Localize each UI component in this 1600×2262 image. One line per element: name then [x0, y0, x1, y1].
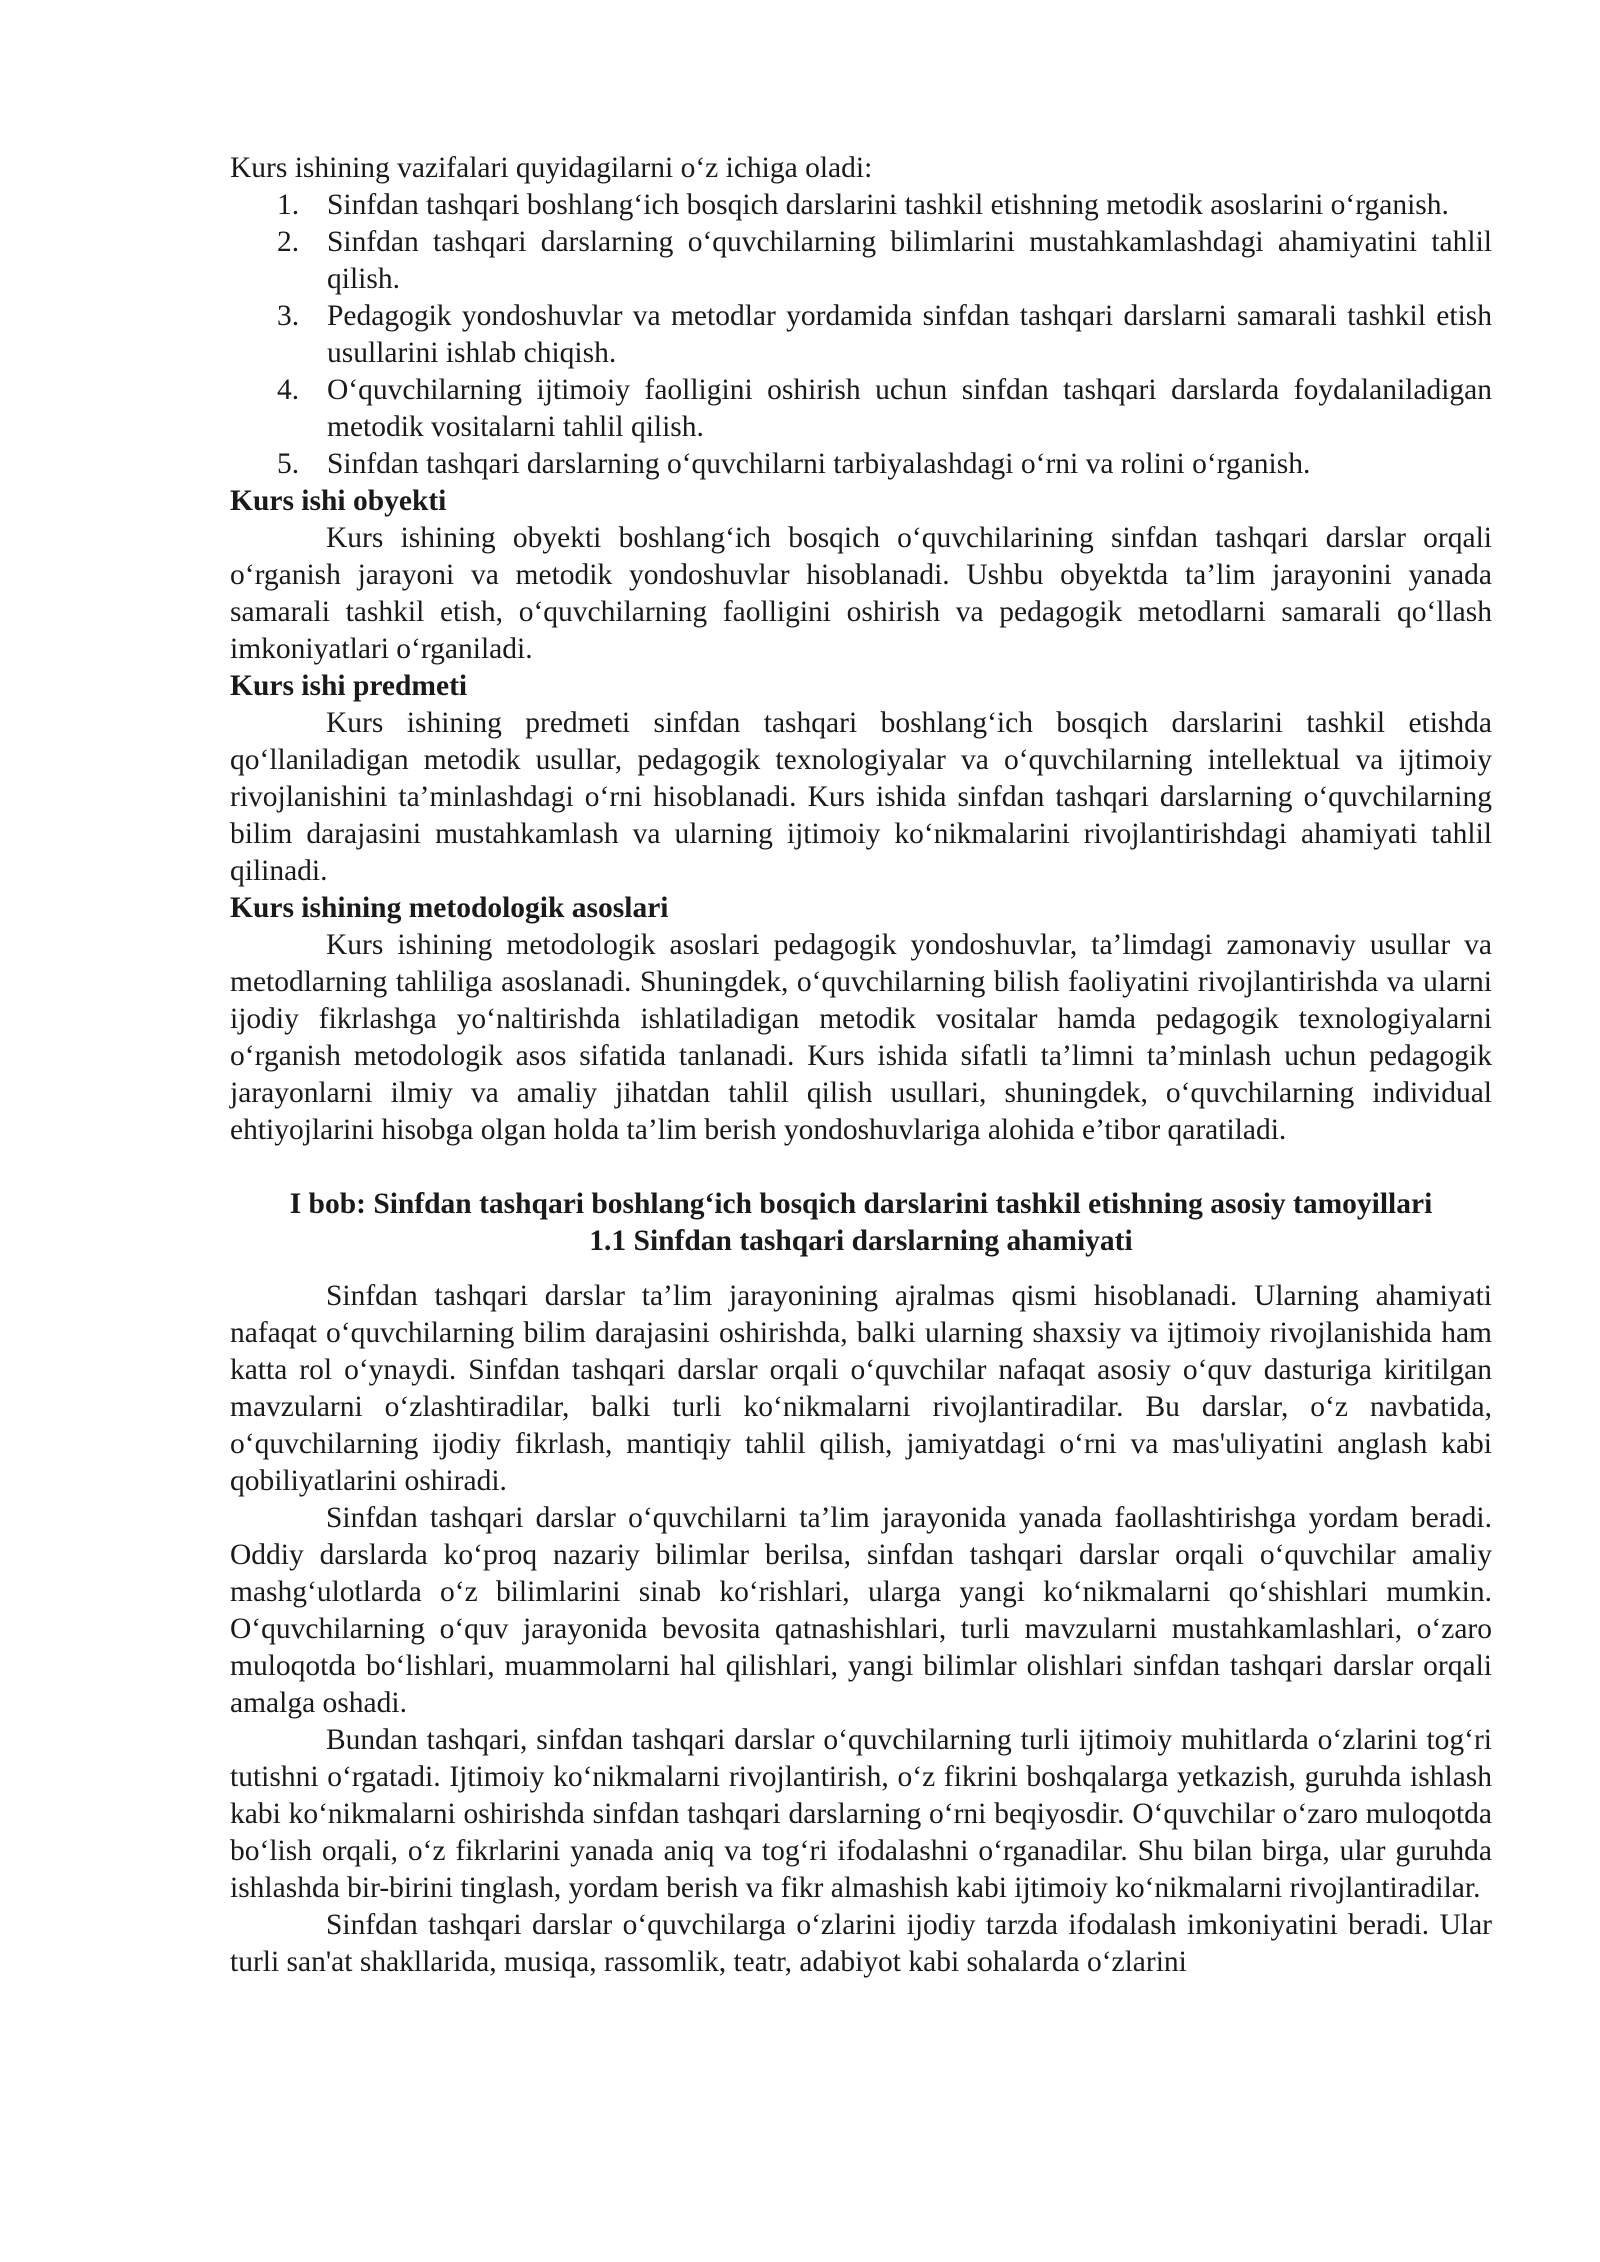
list-item: [277, 224, 1492, 298]
section-paragraph: Sinfdan tashqari darslar oʻquvchilarni ta’lim jarayonida yanada faollashtirishga yordam beradi. Oddiy darslarda koʻproq nazariy bilimlar berilsa, sinfdan tashqari darslar orqali oʻquvchilar amaliy mashgʻulotlarda oʻz bilimlarini sinab koʻrishlari, ularga yangi koʻnikmalarni qoʻshishlari mumkin. Oʻquvchilarning oʻquv jarayonida bevosita qatnashishlari, turli mavzularni mustahkamlashlari, oʻzaro muloqotda boʻlishlari, muammolarni hal qilishlari, yangi bilimlar olishlari sinfdan tashqari darslar orqali amalga oshadi.: [230, 1502, 1492, 1719]
tasks-list: [230, 187, 1492, 483]
list-item-text: Sinfdan tashqari darslarning oʻquvchilarni tarbiyalashdagi oʻrni va rolini oʻrganish.: [327, 448, 1311, 480]
list-number: 5.: [277, 448, 300, 480]
list-item: [277, 187, 1492, 224]
tasks-intro: Kurs ishining vazifalari quyidagilarni oʻz ichiga oladi:: [230, 152, 873, 184]
list-item: [277, 446, 1492, 483]
list-number: 4.: [277, 374, 300, 406]
list-number: 1.: [277, 189, 300, 221]
list-number: 3.: [277, 300, 300, 332]
section-paragraph: Bundan tashqari, sinfdan tashqari darslar oʻquvchilarning turli ijtimoiy muhitlarda oʻzlarini togʻri tutishni oʻrgatadi. Ijtimoiy koʻnikmalarni rivojlantirish, oʻz fikrini boshqalarga yetkazish, guruhda ishlash kabi koʻnikmalarni oshirishda sinfdan tashqari darslarning oʻrni beqiyosdir. Oʻquvchilar oʻzaro muloqotda boʻlish orqali, oʻz fikrlarini yanada aniq va togʻri ifodalashni oʻrganadilar. Shu bilan birga, ular guruhda ishlashda bir-birini tinglash, yordam berish va fikr almashish kabi ijtimoiy koʻnikmalarni rivojlantiradilar.: [230, 1724, 1492, 1904]
list-item: [277, 372, 1492, 446]
methodology-paragraph: Kurs ishining metodologik asoslari pedagogik yondoshuvlar, ta’limdagi zamonaviy usullar va metodlarning tahliliga asoslanadi. Shuningdek, oʻquvchilarning bilish faoliyatini rivojlantirishda va ularni ijodiy fikrlashga yoʻnaltirishda ishlatiladigan metodik vositalar hamda pedagogik texnologiyalarni oʻrganish metodologik asos sifatida tanlanadi. Kurs ishida sifatli ta’limni ta’minlash uchun pedagogik jarayonlarni ilmiy va amaliy jihatdan tahlil qilish usullari, shuningdek, oʻquvchilarning individual ehtiyojlarini hisobga olgan holda ta’lim berish yondoshuvlariga alohida e’tibor qaratiladi.: [230, 929, 1492, 1146]
subject-heading: Kurs ishi predmeti: [230, 670, 468, 702]
list-item-text: Oʻquvchilarning ijtimoiy faolligini oshirish uchun sinfdan tashqari darslarda foydalaniladigan metodik vositalarni tahlil qilish.: [327, 374, 1492, 443]
subject-paragraph: Kurs ishining predmeti sinfdan tashqari boshlangʻich bosqich darslarini tashkil etishda qoʻllaniladigan metodik usullar, pedagogik texnologiyalar va oʻquvchilarning intellektual va ijtimoiy rivojlanishini ta’minlashdagi oʻrni hisoblanadi. Kurs ishida sinfdan tashqari darslarning oʻquvchilarning bilim darajasini mustahkamlash va ularning ijtimoiy koʻnikmalarini rivojlantirishdagi ahamiyati tahlil qilinadi.: [230, 707, 1492, 887]
section-paragraph: Sinfdan tashqari darslar oʻquvchilarga oʻzlarini ijodiy tarzda ifodalash imkoniyatini beradi. Ular turli san'at shakllarida, musiqa, rassomlik, teatr, adabiyot kabi sohalarda oʻzlarini: [230, 1909, 1492, 1978]
document-page: [230, 150, 1492, 1981]
list-item: [277, 298, 1492, 372]
methodology-heading: Kurs ishining metodologik asoslari: [230, 892, 669, 924]
list-item-text: Sinfdan tashqari darslarning oʻquvchilarning bilimlarini mustahkamlashdagi ahamiyatini tahlil qilish.: [327, 226, 1492, 295]
section-paragraph: Sinfdan tashqari darslar ta’lim jarayonining ajralmas qismi hisoblanadi. Ularning ahamiyati nafaqat oʻquvchilarning bilim darajasini oshirishda, balki ularning shaxsiy va ijtimoiy rivojlanishida ham katta rol oʻynaydi. Sinfdan tashqari darslar orqali oʻquvchilar nafaqat asosiy oʻquv dasturiga kiritilgan mavzularni oʻzlashtiradilar, balki turli koʻnikmalarni rivojlantiradilar. Bu darslar, oʻz navbatida, oʻquvchilarning ijodiy fikrlash, mantiqiy tahlil qilish, jamiyatdagi oʻrni va mas'uliyatini anglash kabi qobiliyatlarini oshiradi.: [230, 1280, 1492, 1497]
object-heading: Kurs ishi obyekti: [230, 485, 447, 517]
chapter-title: I bob: Sinfdan tashqari boshlangʻich bosqich darslarini tashkil etishning asosiy tamoyillari: [289, 1188, 1433, 1220]
list-item-text: Sinfdan tashqari boshlangʻich bosqich darslarini tashkil etishning metodik asoslarini oʻrganish.: [327, 189, 1449, 221]
chapter-heading: [230, 1186, 1492, 1260]
section-title: 1.1 Sinfdan tashqari darslarning ahamiyati: [589, 1225, 1133, 1257]
list-item-text: Pedagogik yondoshuvlar va metodlar yordamida sinfdan tashqari darslarni samarali tashkil etish usullarini ishlab chiqish.: [327, 300, 1492, 369]
object-paragraph: Kurs ishining obyekti boshlangʻich bosqich oʻquvchilarining sinfdan tashqari darslar orqali oʻrganish jarayoni va metodik yondoshuvlar hisoblanadi. Ushbu obyektda ta’lim jarayonini yanada samarali tashkil etish, oʻquvchilarning faolligini oshirish va pedagogik metodlarni samarali qoʻllash imkoniyatlari oʻrganiladi.: [230, 522, 1492, 665]
list-number: 2.: [277, 226, 300, 258]
